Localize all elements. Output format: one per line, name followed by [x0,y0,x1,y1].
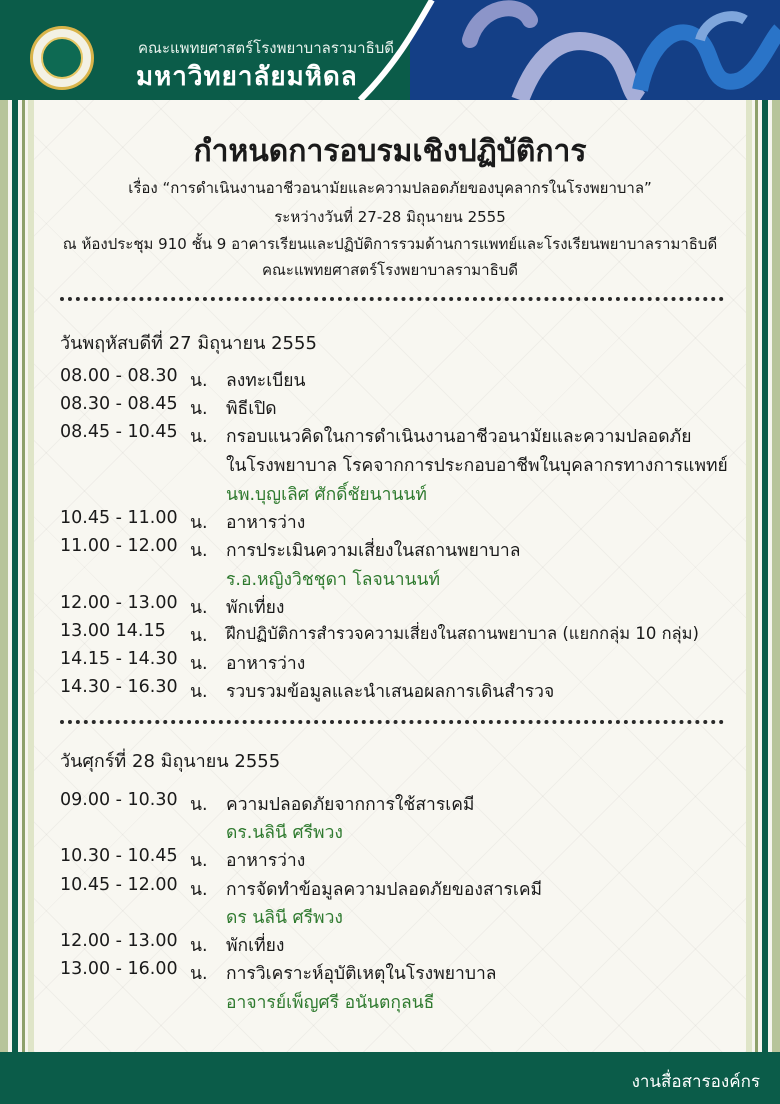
row-unit: น. [190,371,208,391]
row-unit: น. [190,626,208,646]
document-venue: ณ ห้องประชุม 910 ชั้น 9 อาคารเรียนและปฏิบัติการรวมด้านการแพทย์และโรงเรียนพยาบาลรามาธิบดี [62,235,718,253]
row-time: 10.45 - 11.00 [60,508,178,528]
row-time: 08.30 - 08.45 [60,394,178,414]
dotted-divider [60,720,724,724]
row-description-line2: ในโรงพยาบาล โรคจากการประกอบอาชีพในบุคลากรทางการแพทย์ [226,456,728,476]
speaker-name: นพ.บุญเลิศ ศักดิ์ชัยนานนท์ [226,485,427,505]
document-subject: เรื่อง “การดำเนินงานอาชีวอนามัยและความปลอดภัยของบุคลากรในโรงพยาบาล” [128,179,652,197]
row-time: 10.45 - 12.00 [60,875,178,895]
row-unit: น. [190,427,208,447]
row-description: รวบรวมข้อมูลและนำเสนอผลการเดินสำรวจ [226,682,555,702]
row-time: 13.00 14.15 [60,621,166,641]
row-description: อาหารว่าง [226,851,306,871]
document-faculty: คณะแพทยศาสตร์โรงพยาบาลรามาธิบดี [261,261,519,279]
row-description: กรอบแนวคิดในการดำเนินงานอาชีวอนามัยและความปลอดภัย [226,427,692,447]
row-time: 12.00 - 13.00 [60,593,178,613]
row-description: พักเที่ยง [226,936,285,956]
row-description: ลงทะเบียน [226,371,306,391]
speaker-name: อาจารย์เพ็ญศรี อนันตกุลนธี [226,993,435,1013]
speaker-name: ดร.นลินี ศรีพวง [226,823,343,843]
row-unit: น. [190,936,208,956]
row-unit: น. [190,964,208,984]
row-time: 13.00 - 16.00 [60,959,178,979]
day2-heading: วันศุกร์ที่ 28 มิถุนายน 2555 [60,751,281,772]
speaker-name: ร.อ.หญิงวิชชุดา โลจนานนท์ [226,570,440,590]
row-unit: น. [190,682,208,702]
row-description: ความปลอดภัยจากการใช้สารเคมี [226,795,475,815]
row-time: 08.45 - 10.45 [60,422,178,442]
row-time: 14.30 - 16.30 [60,677,178,697]
day1-heading: วันพฤหัสบดีที่ 27 มิถุนายน 2555 [60,333,317,354]
row-time: 09.00 - 10.30 [60,790,178,810]
faculty-logo [30,26,94,90]
row-time: 14.15 - 14.30 [60,649,178,669]
row-description: อาหารว่าง [226,654,306,674]
row-unit: น. [190,851,208,871]
row-unit: น. [190,399,208,419]
speaker-name: ดร นลินี ศรีพวง [226,908,343,928]
row-description: ฝึกปฏิบัติการสำรวจความเสี่ยงในสถานพยาบาล (แยกกลุ่ม 10 กลุ่ม) [226,624,699,643]
row-description: พิธีเปิด [226,399,277,419]
header-university-name: มหาวิทยาลัยมหิดล [136,62,358,92]
document-title: กำหนดการอบรมเชิงปฏิบัติการ [193,134,587,169]
row-unit: น. [190,598,208,618]
row-unit: น. [190,513,208,533]
row-time: 11.00 - 12.00 [60,536,178,556]
row-description: การจัดทำข้อมูลความปลอดภัยของสารเคมี [226,880,543,900]
row-unit: น. [190,795,208,815]
footer-label: งานสื่อสารองค์กร [631,1072,760,1092]
row-time: 08.00 - 08.30 [60,366,178,386]
row-description: พักเที่ยง [226,598,285,618]
row-description: การวิเคราะห์อุบัติเหตุในโรงพยาบาล [226,964,497,984]
logo-emblem [41,37,83,79]
header-org-name: คณะแพทยศาสตร์โรงพยาบาลรามาธิบดี [138,39,395,57]
row-time: 12.00 - 13.00 [60,931,178,951]
document-dates: ระหว่างวันที่ 27-28 มิถุนายน 2555 [274,208,506,226]
row-unit: น. [190,880,208,900]
row-unit: น. [190,541,208,561]
row-description: การประเมินความเสี่ยงในสถานพยาบาล [226,541,521,561]
row-time: 10.30 - 10.45 [60,846,178,866]
header-banner [0,0,780,100]
dotted-divider [60,297,724,301]
row-description: อาหารว่าง [226,513,306,533]
row-unit: น. [190,654,208,674]
